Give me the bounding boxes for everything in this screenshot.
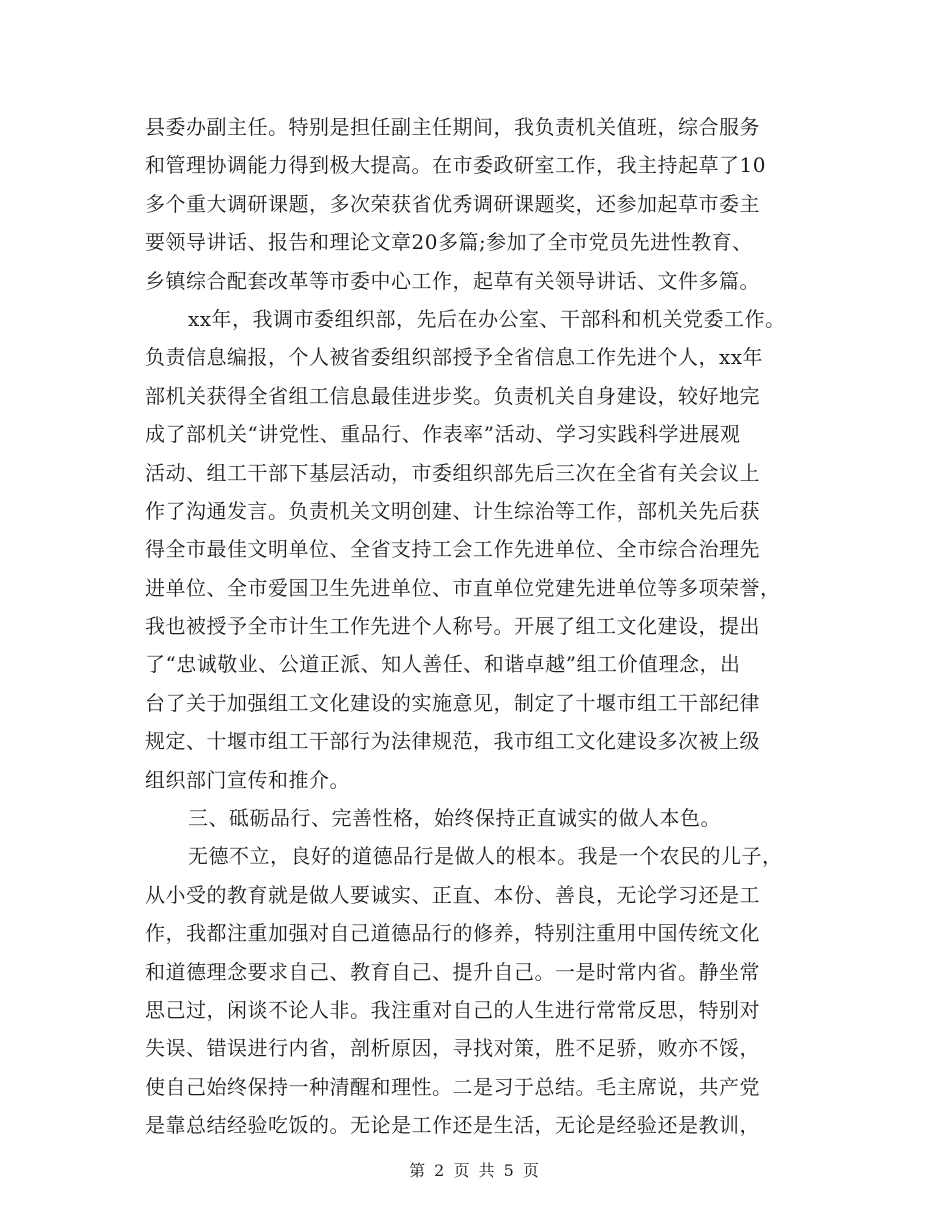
text-line: 规定、十堰市组工干部行为法律规范，我市组工文化建设多次被上级 [145, 729, 760, 754]
text-line: 组织部门宣传和推介。 [145, 767, 350, 792]
text-line: 我也被授予全市计生工作先进个人称号。开展了组工文化建设，提出 [145, 614, 760, 639]
text-line: 从小受的教育就是做人要诚实、正直、本份、善良，无论学习还是工 [145, 882, 760, 907]
text-line: 多个重大调研课题，多次荣获省优秀调研课题奖，还参加起草市委主 [145, 191, 760, 216]
document-body [145, 108, 825, 1145]
text-line: 得全市最佳文明单位、全省支持工会工作先进单位、全市综合治理先 [145, 537, 760, 562]
page-number-footer: 第 2 页 共 5 页 [409, 1161, 541, 1180]
text-line: 活动、组工干部下基层活动，市委组织部先后三次在全省有关会议上 [145, 460, 760, 485]
text-line: 了“忠诚敬业、公道正派、知人善任、和谐卓越”组工价值理念，出 [145, 652, 741, 677]
text-line: 作，我都注重加强对自己道德品行的修养，特别注重用中国传统文化 [145, 921, 760, 946]
text-line: 思己过，闲谈不论人非。我注重对自己的人生进行常常反思，特别对 [145, 997, 760, 1022]
text-line: 要领导讲话、报告和理论文章20多篇;参加了全市党员先进性教育、 [145, 230, 753, 255]
text-line: 三、砥砺品行、完善性格，始终保持正直诚实的做人本色。 [188, 806, 721, 831]
text-line: 台了关于加强组工文化建设的实施意见，制定了十堰市组工干部纪律 [145, 690, 760, 715]
text-line: 无德不立，良好的道德品行是做人的根本。我是一个农民的儿子， [188, 844, 783, 869]
text-line: 县委办副主任。特别是担任副主任期间，我负责机关值班，综合服务 [145, 115, 760, 139]
text-line: 负责信息编报，个人被省委组织部授予全省信息工作先进个人，xx年 [145, 345, 764, 370]
text-line: 乡镇综合配套改革等市委中心工作，起草有关领导讲话、文件多篇。 [145, 268, 760, 293]
text-line: 和道德理念要求自己、教育自己、提升自己。一是时常内省。静坐常 [145, 959, 760, 984]
text-line: xx年，我调市委组织部，先后在办公室、干部科和机关党委工作。 [188, 306, 786, 331]
text-line: 部机关获得全省组工信息最佳进步奖。负责机关自身建设，较好地完 [145, 383, 760, 408]
text-line: 进单位、全市爱国卫生先进单位、市直单位党建先进单位等多项荣誉， [145, 575, 781, 600]
text-line: 失误、错误进行内省，剖析原因，寻找对策，胜不足骄，败亦不馁， [145, 1036, 760, 1061]
text-line: 和管理协调能力得到极大提高。在市委政研室工作，我主持起草了10 [145, 153, 766, 178]
text-line: 成了部机关“讲党性、重品行、作表率”活动、学习实践科学进展观 [145, 422, 741, 447]
text-line: 使自己始终保持一种清醒和理性。二是习于总结。毛主席说，共产党 [145, 1074, 760, 1099]
text-line: 是靠总结经验吃饭的。无论是工作还是生活，无论是经验还是教训， [145, 1113, 760, 1138]
text-line: 作了沟通发言。负责机关文明创建、计生综治等工作，部机关先后获 [145, 498, 760, 523]
